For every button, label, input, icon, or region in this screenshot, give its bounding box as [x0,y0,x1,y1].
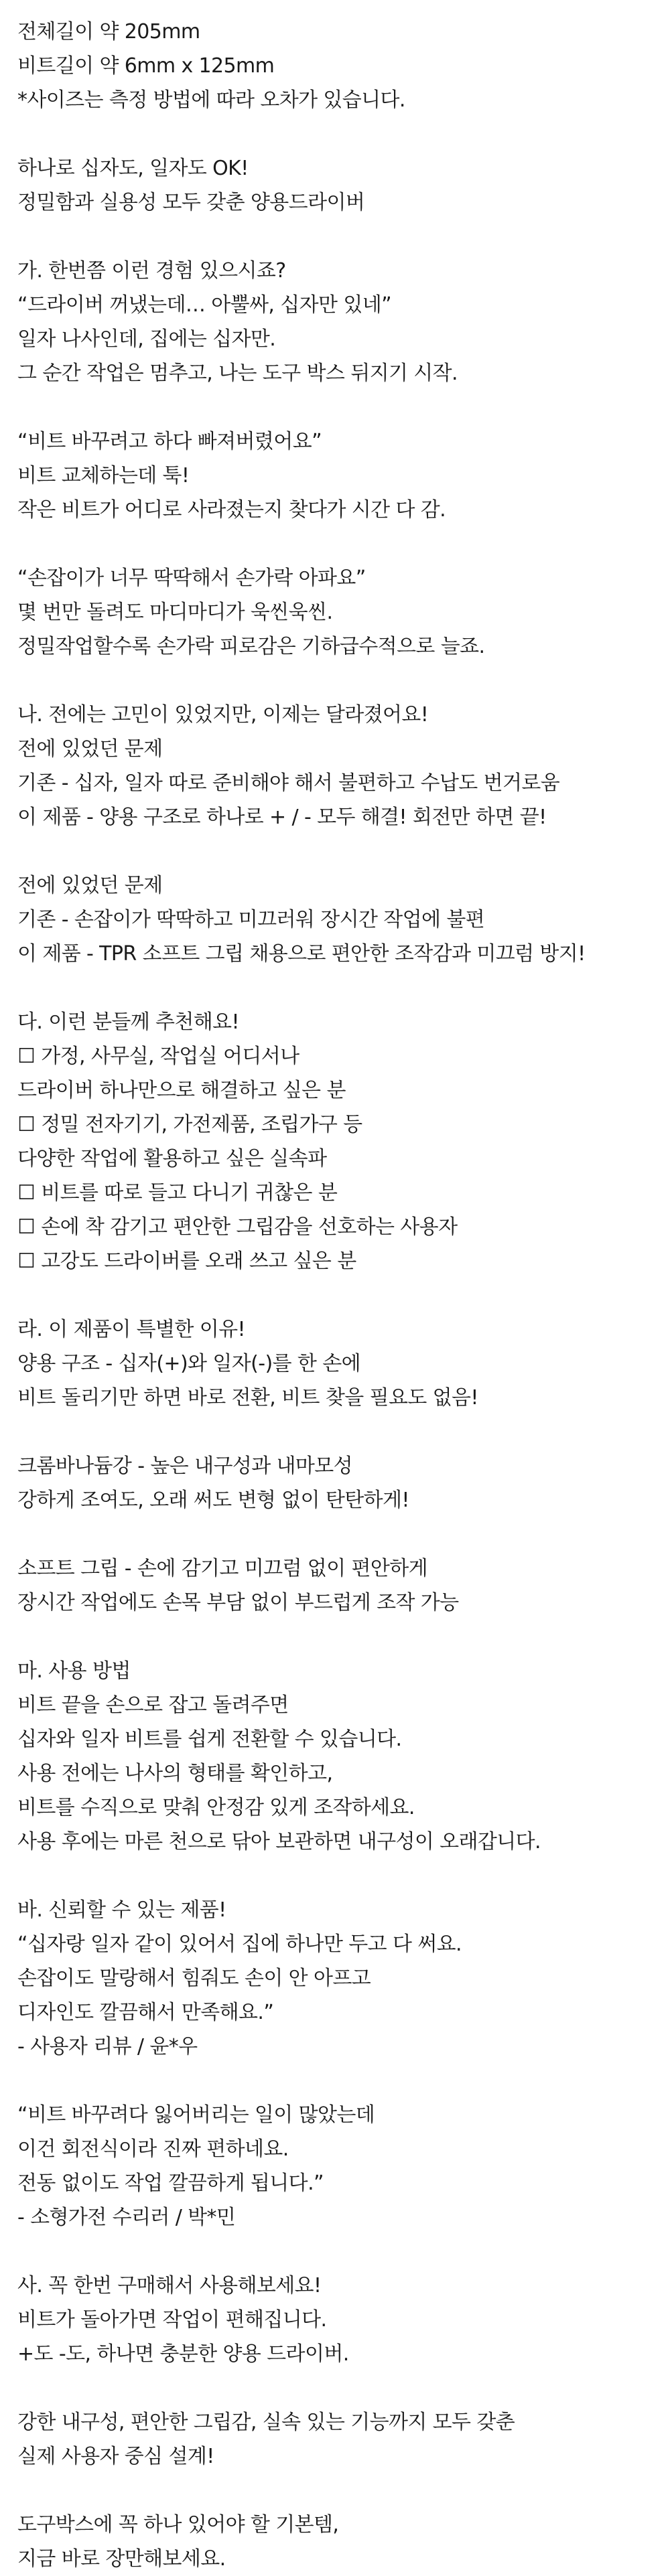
paragraph-gap [17,834,653,868]
paragraph-gap [17,2371,653,2405]
text-line: 사용 전에는 나사의 형태를 확인하고, [17,1762,333,1785]
text-line: 몇 번만 돌려도 마디마디가 욱씬욱씬. [17,601,333,624]
paragraph-gap [17,664,653,698]
text-line: 비트 교체하는데 툭! [17,464,190,487]
text-line: 이건 회전식이라 진짜 편하네요. [17,2137,289,2161]
text-line: 지금 바로 장만해보세요. [17,2547,226,2571]
paragraph-gap [17,220,653,254]
text-line: - 소형가전 수리러 / 박*민 [17,2206,236,2229]
text-line: 마. 사용 방법 [17,1659,131,1683]
paragraph-gap [17,1415,653,1449]
paragraph-gap [17,2234,653,2269]
text-line: 디자인도 깔끔해서 만족해요.” [17,2001,274,2024]
text-line: “비트 바꾸려고 하다 빠져버렸어요” [17,430,322,453]
text-line: “비트 바꾸려다 잃어버리는 일이 많았는데 [17,2103,375,2127]
text-line: 다. 이런 분들께 추천해요! [17,1010,239,1034]
text-line: 손잡이도 말랑해서 힘줘도 손이 안 아프고 [17,1967,371,1990]
text-line: ☐ 손에 착 감기고 편안한 그립감을 선호하는 사용자 [17,1215,458,1239]
paragraph-gap [17,527,653,561]
text-line: 작은 비트가 어디로 사라졌는지 찾다가 시간 다 감. [17,498,446,522]
text-line: 하나로 십자도, 일자도 OK! [17,157,249,180]
paragraph-gap [17,2064,653,2098]
text-line: +도 -도, 하나면 충분한 양용 드라이버. [17,2342,349,2366]
text-line: 비트가 돌아가면 작업이 편해집니다. [17,2308,327,2332]
text-line: 전체길이 약 205mm [17,20,200,44]
text-line: 라. 이 제품이 특별한 이유! [17,1318,245,1341]
text-line: 강한 내구성, 편안한 그립감, 실속 있는 기능까지 모두 갖춘 [17,2411,515,2434]
text-line: 정밀함과 실용성 모두 갖춘 양용드라이버 [17,191,365,214]
text-line: *사이즈는 측정 방법에 따라 오차가 있습니다. [17,88,405,112]
paragraph-gap [17,1620,653,1654]
text-line: 다양한 작업에 활용하고 싶은 실속파 [17,1147,327,1170]
text-line: - 사용자 리뷰 / 윤*우 [17,2035,198,2058]
text-line: 비트길이 약 6mm x 125mm [17,54,275,78]
text-line: 십자와 일자 비트를 쉽게 전환할 수 있습니다. [17,1728,402,1751]
text-line: ☐ 가정, 사무실, 작업실 어디서나 [17,1045,299,1068]
paragraph-gap [17,1859,653,1893]
text-line: 이 제품 - TPR 소프트 그립 채용으로 편안한 조작감과 미끄럼 방지! [17,942,586,966]
text-line: 가. 한번쯤 이런 경험 있으시죠? [17,259,286,283]
text-line: 장시간 작업에도 손목 부담 없이 부드럽게 조작 가능 [17,1591,459,1614]
text-line: “십자랑 일자 같이 있어서 집에 하나만 두고 다 써요. [17,1933,462,1956]
paragraph-gap [17,971,653,1005]
text-line: 사. 꼭 한번 구매해서 사용해보세요! [17,2274,322,2297]
text-line: 나. 전에는 고민이 있었지만, 이제는 달라졌어요! [17,703,429,727]
text-line: 그 순간 작업은 멈추고, 나는 도구 박스 뒤지기 시작. [17,362,458,385]
text-line: “손잡이가 너무 딱딱해서 손가락 아파요” [17,566,366,590]
text-line: 사용 후에는 마른 천으로 닦아 보관하면 내구성이 오래갑니다. [17,1830,541,1853]
text-line: 전동 없이도 작업 깔끔하게 됩니다.” [17,2172,324,2195]
text-line: 강하게 조여도, 오래 써도 변형 없이 탄탄하게! [17,1489,409,1512]
text-line: 실제 사용자 중심 설계! [17,2445,214,2468]
text-line: 이 제품 - 양용 구조로 하나로 + / - 모두 해결! 회전만 하면 끝! [17,806,547,829]
text-line: 기존 - 손잡이가 딱딱하고 미끄러워 장시간 작업에 불편 [17,908,485,931]
paragraph-gap [17,1517,653,1551]
paragraph-gap [17,2474,653,2508]
paragraph-gap [17,390,653,425]
text-line: 비트를 수직으로 맞춰 안정감 있게 조작하세요. [17,1796,415,1819]
text-line: “드라이버 꺼냈는데… 아뿔싸, 십자만 있네” [17,293,392,317]
text-line: ☐ 정밀 전자기기, 가전제품, 조립가구 등 [17,1113,362,1136]
text-line: 정밀작업할수록 손가락 피로감은 기하급수적으로 늘죠. [17,635,485,658]
text-line: ☐ 비트를 따로 들고 다니기 귀찮은 분 [17,1181,338,1205]
text-line: 비트 끝을 손으로 잡고 돌려주면 [17,1693,289,1717]
text-line: ☐ 고강도 드라이버를 오래 쓰고 싶은 분 [17,1249,356,1273]
paragraph-gap [17,117,653,151]
text-line: 전에 있었던 문제 [17,737,163,761]
text-line: 기존 - 십자, 일자 따로 준비해야 해서 불편하고 수납도 번거로움 [17,771,560,795]
text-line: 일자 나사인데, 집에는 십자만. [17,327,276,351]
text-line: 전에 있었던 문제 [17,874,163,897]
text-line: 양용 구조 - 십자(+)와 일자(-)를 한 손에 [17,1352,360,1375]
text-line: 소프트 그립 - 손에 감기고 미끄럼 없이 편안하게 [17,1557,427,1580]
paragraph-gap [17,1278,653,1312]
text-line: 비트 돌리기만 하면 바로 전환, 비트 찾을 필요도 없음! [17,1386,478,1410]
text-line: 바. 신뢰할 수 있는 제품! [17,1898,226,1922]
text-line: 드라이버 하나만으로 해결하고 싶은 분 [17,1079,346,1102]
text-line: 크롬바나듐강 - 높은 내구성과 내마모성 [17,1454,353,1478]
text-line: 도구박스에 꼭 하나 있어야 할 기본템, [17,2513,339,2536]
